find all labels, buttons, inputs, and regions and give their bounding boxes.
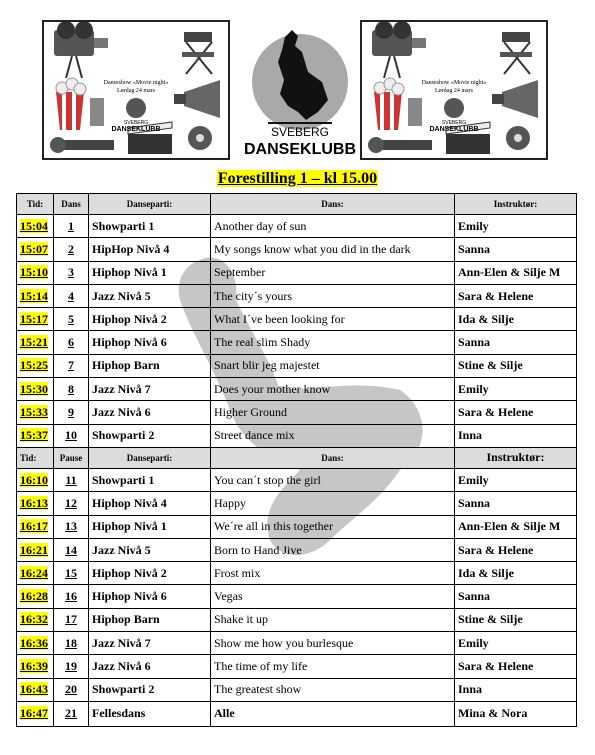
table-row xyxy=(17,284,577,307)
dance-party: Hiphop Barn xyxy=(89,608,211,631)
dance-number: 12 xyxy=(54,492,89,515)
dance-party: Hiphop Nivå 2 xyxy=(89,308,211,331)
instructor: Stine & Silje xyxy=(455,608,577,631)
instructor: Stine & Silje xyxy=(455,354,577,377)
table-row xyxy=(17,424,577,447)
dance-number: 17 xyxy=(54,608,89,631)
svg-text:DANSEKLUBB: DANSEKLUBB xyxy=(111,126,161,133)
time-cell xyxy=(17,424,54,447)
table-row xyxy=(17,238,577,261)
dance-party: Showparti 2 xyxy=(89,678,211,701)
header-tid: Tid: xyxy=(17,194,54,215)
dance-title: Another day of sun xyxy=(211,215,455,238)
instructor: Sara & Helene xyxy=(455,655,577,678)
dance-title: Alle xyxy=(211,701,455,726)
table-row xyxy=(17,538,577,561)
dance-party: Showparti 1 xyxy=(89,215,211,238)
schedule-table xyxy=(16,193,577,727)
instructor: Mina & Nora xyxy=(455,701,577,726)
table-row xyxy=(17,632,577,655)
time-value: 16:10 xyxy=(20,472,48,487)
club-logo xyxy=(240,22,360,162)
dance-number: 19 xyxy=(54,655,89,678)
page-title-text: Forestilling 1 – kl 15.00 xyxy=(217,170,378,187)
instructor: Inna xyxy=(455,424,577,447)
instructor: Sanna xyxy=(455,492,577,515)
time-cell xyxy=(17,538,54,561)
dance-party: Jazz Nivå 5 xyxy=(89,284,211,307)
table-header-row-1 xyxy=(17,194,577,215)
dance-title: Happy xyxy=(211,492,455,515)
time-cell xyxy=(17,215,54,238)
time-value: 16:43 xyxy=(20,682,48,697)
dance-title: Born to Hand Jive xyxy=(211,538,455,561)
dance-party: Hiphop Nivå 6 xyxy=(89,585,211,608)
dance-title: Shake it up xyxy=(211,608,455,631)
dance-title: The real slim Shady xyxy=(211,331,455,354)
time-cell xyxy=(17,378,54,401)
dance-title: September xyxy=(211,261,455,284)
dance-number: 16 xyxy=(54,585,89,608)
time-cell xyxy=(17,515,54,538)
instructor: Sanna xyxy=(455,331,577,354)
svg-text:Lørdag 24 mars: Lørdag 24 mars xyxy=(117,88,155,94)
dance-title: Vegas xyxy=(211,585,455,608)
time-cell xyxy=(17,701,54,726)
header-tid: Tid: xyxy=(17,447,54,468)
instructor: Emily xyxy=(455,378,577,401)
dance-party: Hiphop Nivå 4 xyxy=(89,492,211,515)
instructor: Sara & Helene xyxy=(455,284,577,307)
header-pause: Pause xyxy=(54,447,89,468)
table-row xyxy=(17,515,577,538)
header-dans: Dans: xyxy=(211,447,455,468)
time-value: 16:36 xyxy=(20,635,48,650)
instructor: Sara & Helene xyxy=(455,538,577,561)
time-cell xyxy=(17,632,54,655)
instructor: Emily xyxy=(455,468,577,491)
time-value: 16:32 xyxy=(20,612,48,627)
table-row xyxy=(17,562,577,585)
dance-title: Snart blir jeg majestet xyxy=(211,354,455,377)
dance-number: 8 xyxy=(54,378,89,401)
dance-party: Jazz Nivå 7 xyxy=(89,378,211,401)
dance-number: 20 xyxy=(54,678,89,701)
table-row xyxy=(17,655,577,678)
table-row xyxy=(17,468,577,491)
header-dans-nr: Dans xyxy=(54,194,89,215)
dance-number: 4 xyxy=(54,284,89,307)
instructor: Ann-Elen & Silje M xyxy=(455,261,577,284)
dance-party: Jazz Nivå 7 xyxy=(89,632,211,655)
dance-party: Fellesdans xyxy=(89,701,211,726)
dance-party: HipHop Nivå 4 xyxy=(89,238,211,261)
time-value: 15:37 xyxy=(20,428,48,443)
dance-title: We´re all in this together xyxy=(211,515,455,538)
table-header-row-2 xyxy=(17,447,577,468)
page-title xyxy=(0,170,595,188)
dance-party: Hiphop Nivå 1 xyxy=(89,515,211,538)
time-cell xyxy=(17,401,54,424)
dance-number: 15 xyxy=(54,562,89,585)
header-instruktor: Instruktør: xyxy=(455,447,577,468)
dance-number: 5 xyxy=(54,308,89,331)
instructor: Sara & Helene xyxy=(455,401,577,424)
movie-collage-image xyxy=(44,22,228,158)
time-cell xyxy=(17,284,54,307)
dance-number: 3 xyxy=(54,261,89,284)
dance-number: 2 xyxy=(54,238,89,261)
time-cell xyxy=(17,354,54,377)
time-value: 15:07 xyxy=(20,241,48,256)
dance-party: Jazz Nivå 6 xyxy=(89,655,211,678)
svg-text:Lørdag 24 mars: Lørdag 24 mars xyxy=(435,88,473,94)
time-value: 16:13 xyxy=(20,495,48,510)
time-cell xyxy=(17,562,54,585)
dance-title: Frost mix xyxy=(211,562,455,585)
dance-party: Hiphop Nivå 2 xyxy=(89,562,211,585)
header-parti: Danseparti: xyxy=(89,447,211,468)
dance-title: Higher Ground xyxy=(211,401,455,424)
svg-text:DANSEKLUBB: DANSEKLUBB xyxy=(429,126,479,133)
svg-text:SVEBERG: SVEBERG xyxy=(123,120,149,126)
instructor: Emily xyxy=(455,215,577,238)
svg-text:Danseshow «Movie night»: Danseshow «Movie night» xyxy=(103,80,169,86)
instructor: Ida & Silje xyxy=(455,562,577,585)
dance-number: 9 xyxy=(54,401,89,424)
time-cell xyxy=(17,238,54,261)
header-dans: Dans: xyxy=(211,194,455,215)
time-value: 16:28 xyxy=(20,589,48,604)
dance-number: 1 xyxy=(54,215,89,238)
dance-number: 11 xyxy=(54,468,89,491)
time-cell xyxy=(17,468,54,491)
svg-text:SVEBERG: SVEBERG xyxy=(441,120,467,126)
time-value: 15:30 xyxy=(20,381,48,396)
time-value: 15:17 xyxy=(20,311,48,326)
time-value: 16:24 xyxy=(20,565,48,580)
instructor: Ida & Silje xyxy=(455,308,577,331)
movie-collage-image xyxy=(362,22,546,158)
dance-party: Hiphop Nivå 1 xyxy=(89,261,211,284)
time-value: 16:39 xyxy=(20,658,48,673)
time-value: 15:14 xyxy=(20,288,48,303)
dance-party: Showparti 1 xyxy=(89,468,211,491)
dance-number: 7 xyxy=(54,354,89,377)
time-value: 15:21 xyxy=(20,335,48,350)
dance-title: The greatest show xyxy=(211,678,455,701)
dance-number: 21 xyxy=(54,701,89,726)
time-cell xyxy=(17,655,54,678)
dance-title: The city´s yours xyxy=(211,284,455,307)
time-cell xyxy=(17,492,54,515)
time-cell xyxy=(17,678,54,701)
header-parti: Danseparti: xyxy=(89,194,211,215)
dance-number: 6 xyxy=(54,331,89,354)
svg-text:Danseshow «Movie night»: Danseshow «Movie night» xyxy=(421,80,487,86)
logo-text-bottom: DANSEKLUBB xyxy=(244,141,356,158)
dance-title: Does your mother know xyxy=(211,378,455,401)
header-collage-left xyxy=(42,20,230,160)
dance-party: Jazz Nivå 6 xyxy=(89,401,211,424)
table-row xyxy=(17,261,577,284)
time-value: 16:17 xyxy=(20,519,48,534)
table-row xyxy=(17,608,577,631)
time-value: 16:47 xyxy=(20,706,48,721)
dance-party: Showparti 2 xyxy=(89,424,211,447)
dance-party: Hiphop Barn xyxy=(89,354,211,377)
dance-number: 18 xyxy=(54,632,89,655)
time-value: 15:25 xyxy=(20,358,48,373)
table-row xyxy=(17,492,577,515)
instructor: Emily xyxy=(455,632,577,655)
instructor: Inna xyxy=(455,678,577,701)
table-row xyxy=(17,354,577,377)
table-row xyxy=(17,585,577,608)
time-cell xyxy=(17,608,54,631)
table-row xyxy=(17,378,577,401)
instructor: Sanna xyxy=(455,585,577,608)
dance-number: 10 xyxy=(54,424,89,447)
header-instruktor: Instruktør: xyxy=(455,194,577,215)
table-row xyxy=(17,401,577,424)
dance-party: Hiphop Nivå 6 xyxy=(89,331,211,354)
time-value: 16:21 xyxy=(20,542,48,557)
dance-title: Street dance mix xyxy=(211,424,455,447)
dance-number: 14 xyxy=(54,538,89,561)
table-row xyxy=(17,308,577,331)
table-row xyxy=(17,701,577,726)
dance-party: Jazz Nivå 5 xyxy=(89,538,211,561)
dance-title: My songs know what you did in the dark xyxy=(211,238,455,261)
table-row xyxy=(17,331,577,354)
dance-title: Show me how you burlesque xyxy=(211,632,455,655)
time-cell xyxy=(17,585,54,608)
table-row xyxy=(17,215,577,238)
table-row xyxy=(17,678,577,701)
time-cell xyxy=(17,331,54,354)
time-value: 15:33 xyxy=(20,405,48,420)
dance-title: The time of my life xyxy=(211,655,455,678)
time-value: 15:04 xyxy=(20,218,48,233)
dance-number: 13 xyxy=(54,515,89,538)
dance-title: What I´ve been looking for xyxy=(211,308,455,331)
instructor: Ann-Elen & Silje M xyxy=(455,515,577,538)
instructor: Sanna xyxy=(455,238,577,261)
logo-text-top: SVEBERG xyxy=(270,125,330,139)
dance-title: You can´t stop the girl xyxy=(211,468,455,491)
time-cell xyxy=(17,261,54,284)
time-cell xyxy=(17,308,54,331)
time-value: 15:10 xyxy=(20,265,48,280)
header-collage-right xyxy=(360,20,548,160)
